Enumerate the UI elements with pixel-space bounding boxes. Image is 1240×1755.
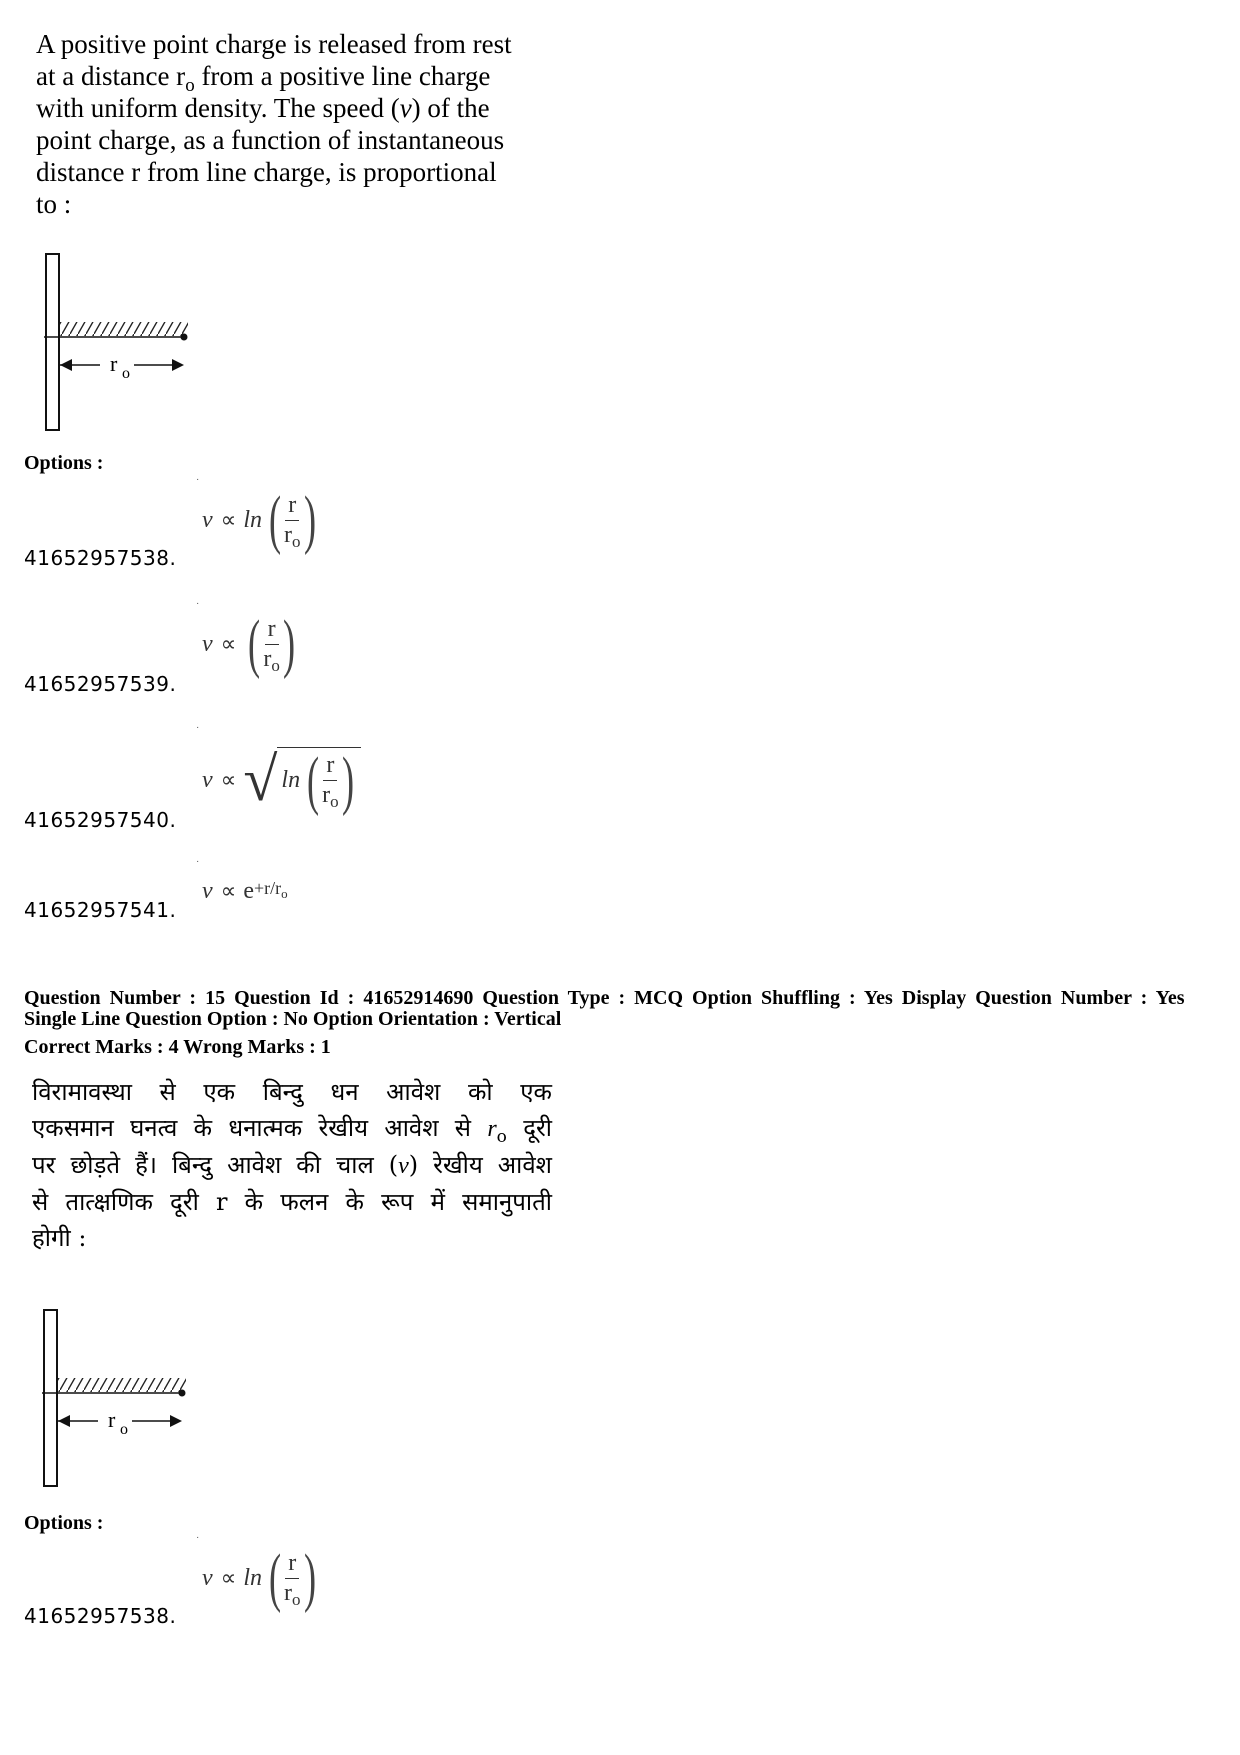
options-heading: Options :	[24, 452, 104, 474]
option-formula-exp[interactable]: v ∝ e $+r/r_o$	[202, 877, 288, 904]
meta-line-1: Question Number : 15 Question Id : 41652914690 Question Type : MCQ Option Shuffling : Yes Display Question Number : Yes	[24, 987, 1185, 1009]
marker-dot: ·	[196, 722, 200, 733]
question-line: with uniform density. The speed (v) of the	[36, 93, 490, 123]
question-line: होगी :	[32, 1224, 87, 1252]
marker-dot: ·	[196, 856, 200, 867]
question-line: से तात्क्षणिक दूरी r के फलन के रूप में समानुपाती	[32, 1188, 552, 1216]
point-charge	[179, 1390, 186, 1397]
r0-sub: o	[122, 365, 130, 382]
meta-line-2: Single Line Question Option : No Option Orientation : Vertical	[24, 1008, 562, 1030]
hatching	[58, 1378, 186, 1392]
option-id[interactable]: 41652957538.	[24, 546, 177, 570]
question-line: पर छोड़ते हैं। बिन्दु आवेश की चाल (v) रेखीय आवेश	[32, 1151, 552, 1179]
line-charge-rod	[46, 254, 59, 430]
question-line: point charge, as a function of instantaneous	[36, 125, 505, 155]
question-line: एकसमान घनत्व के धनात्मक रेखीय आवेश से $r_o$ दूरी	[32, 1114, 552, 1147]
question-text-english	[36, 28, 556, 220]
option-id[interactable]: 41652957539.	[24, 672, 177, 696]
option-id[interactable]: 41652957538.	[24, 1604, 177, 1628]
question-line: distance r from line charge, is proportional	[36, 157, 497, 187]
question-line: A positive point charge is released from rest	[36, 29, 512, 59]
option-id[interactable]: 41652957540.	[24, 808, 177, 832]
r0-sub: o	[120, 1421, 128, 1438]
marker-dot: ·	[196, 598, 200, 609]
question-metadata	[24, 988, 1224, 1058]
hatching	[60, 322, 188, 336]
r0-label: r	[110, 351, 118, 376]
meta-line-3: Correct Marks : 4 Wrong Marks : 1	[24, 1036, 331, 1058]
option-formula-ln[interactable]: v ∝ ln ( $\frac{r}{r_o}$ )	[202, 483, 316, 556]
option-formula-sqrt-ln[interactable]: v ∝ √ ln ( $\frac{r}{r_o}$ )	[202, 738, 361, 822]
line-charge-figure	[36, 1306, 196, 1490]
question-line: at a distance $r_o$ from a positive line charge	[36, 61, 491, 96]
marker-dot: ·	[196, 1532, 200, 1543]
fraction: $\frac{r}{r_o}$	[263, 615, 280, 675]
option-formula-linear[interactable]: v ∝ ( $\frac{r}{r_o}$ )	[202, 607, 295, 680]
line-charge-rod	[44, 1310, 57, 1486]
r0-label: r	[108, 1407, 116, 1432]
question-line: to :	[36, 189, 72, 219]
option-id[interactable]: 41652957541.	[24, 898, 177, 922]
options-heading: Options :	[24, 1512, 104, 1534]
line-charge-figure	[38, 250, 198, 434]
fraction: $\frac{r}{r_o}$	[284, 1549, 301, 1609]
fraction: $\frac{r}{r_o}$	[284, 491, 301, 551]
fraction: $\frac{r}{r_o}$	[322, 752, 339, 811]
marker-dot: ·	[196, 474, 200, 485]
question-text-hindi	[32, 1074, 552, 1256]
option-formula-ln[interactable]: v ∝ ln ( $\frac{r}{r_o}$ )	[202, 1541, 316, 1614]
question-line: विरामावस्था से एक बिन्दु धन आवेश को एक	[32, 1078, 552, 1106]
point-charge	[181, 334, 188, 341]
